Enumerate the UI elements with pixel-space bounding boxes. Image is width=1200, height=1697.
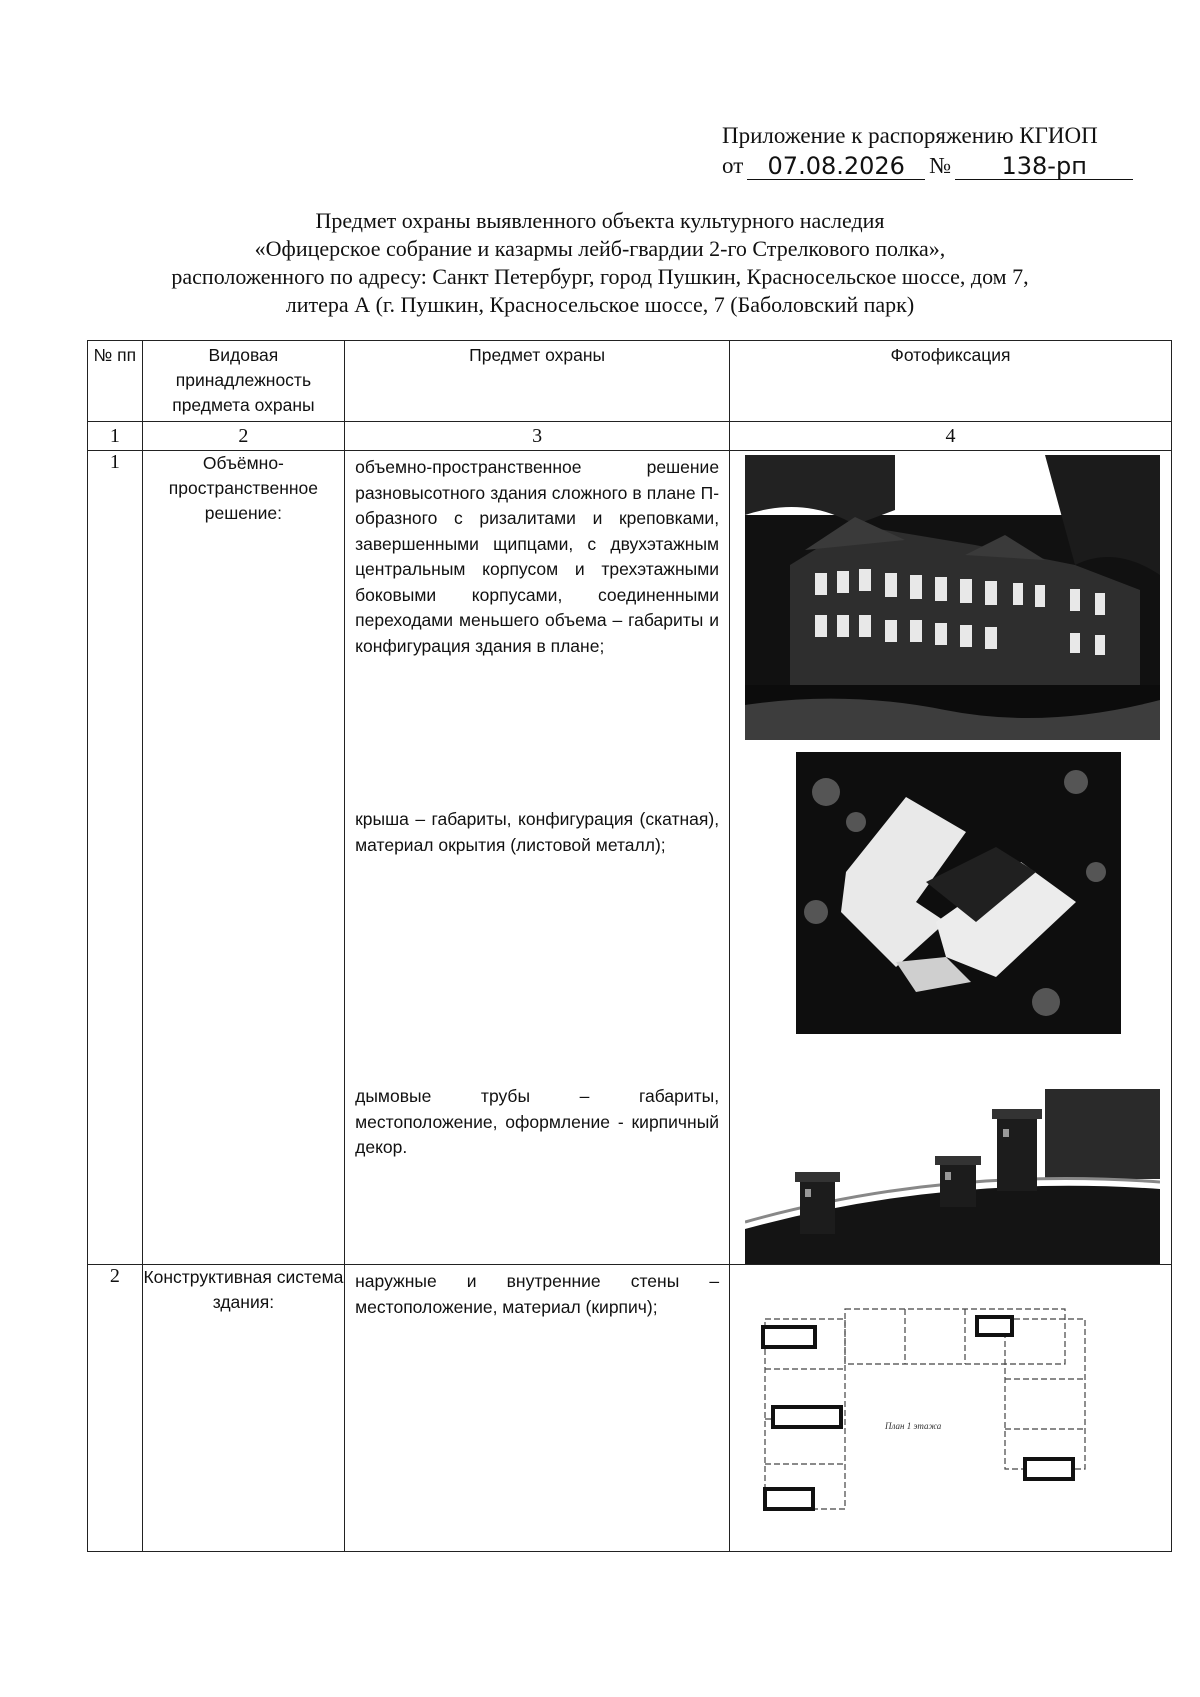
chimneys-photo xyxy=(745,1054,1160,1264)
column-number: 3 xyxy=(345,422,730,451)
number-prefix: № xyxy=(929,153,952,178)
subject-item-walls: наружные и внутренние стены – местоположение, материал (кирпич); xyxy=(355,1271,720,1317)
subject-item-volume: объемно-пространственное решение разновысотного здания сложного в плане П-образного с ризалитами и креповками, завершенными щипцами, с двухэтажным центральным корпусом и трехэтажными боковыми корпусами, соединенными переходами меньшего объема – габариты и конфигурация здания в плане; xyxy=(355,457,720,656)
row-number: 1 xyxy=(88,451,143,1265)
facade-photo xyxy=(745,455,1160,740)
appendix-header xyxy=(722,122,1133,180)
row-type: Конструктивная система здания: xyxy=(142,1265,344,1552)
title-line-4: литера А (г. Пушкин, Красносельское шоссе, 7 (Баболовский парк) xyxy=(285,292,915,317)
subject-text xyxy=(345,1265,729,1320)
column-number: 2 xyxy=(142,422,344,451)
order-line xyxy=(722,152,1133,180)
from-prefix: от xyxy=(722,153,744,178)
table-row xyxy=(88,451,1172,1265)
appendix-label: Приложение к распоряжению КГИОП xyxy=(722,123,1098,148)
header-num: № пп xyxy=(88,341,143,422)
order-number: 138-рп xyxy=(955,153,1133,180)
subject-item-roof: крыша – габариты, конфигурация (скатная), материал окрытия (листовой металл); xyxy=(355,809,720,855)
aerial-photo xyxy=(796,752,1121,1034)
title-line-2: «Офицерское собрание и казармы лейб-гвардии 2-го Стрелкового полка», xyxy=(254,236,946,261)
subject-text xyxy=(345,451,729,1167)
column-number-row xyxy=(88,422,1172,451)
row-type: Объёмно-пространственное решение: xyxy=(142,451,344,1265)
plan-label: План 1 этажа xyxy=(885,1421,942,1431)
row-number: 2 xyxy=(88,1265,143,1552)
order-date: 07.08.2026 xyxy=(747,153,925,180)
row-subject xyxy=(345,1265,730,1552)
row-photos xyxy=(730,1265,1172,1552)
table-row xyxy=(88,1265,1172,1552)
document-title xyxy=(0,207,1200,319)
protection-table xyxy=(87,340,1172,1552)
row-subject xyxy=(345,451,730,1265)
title-line-3: расположенного по адресу: Санкт Петербург, город Пушкин, Красносельское шоссе, дом 7, xyxy=(171,264,1029,289)
column-number: 4 xyxy=(730,422,1172,451)
column-number: 1 xyxy=(88,422,143,451)
title-line-1: Предмет охраны выявленного объекта культурного наследия xyxy=(315,208,885,233)
header-row xyxy=(88,341,1172,422)
row-photos xyxy=(730,451,1172,1265)
floor-plan-drawing xyxy=(755,1279,1155,1519)
header-photo: Фотофиксация xyxy=(730,341,1172,422)
header-type: Видовая принадлежность предмета охраны xyxy=(142,341,344,422)
header-subject: Предмет охраны xyxy=(345,341,730,422)
subject-item-chimneys: дымовые трубы – габариты, местоположение, оформление - кирпичный декор. xyxy=(355,1086,720,1157)
